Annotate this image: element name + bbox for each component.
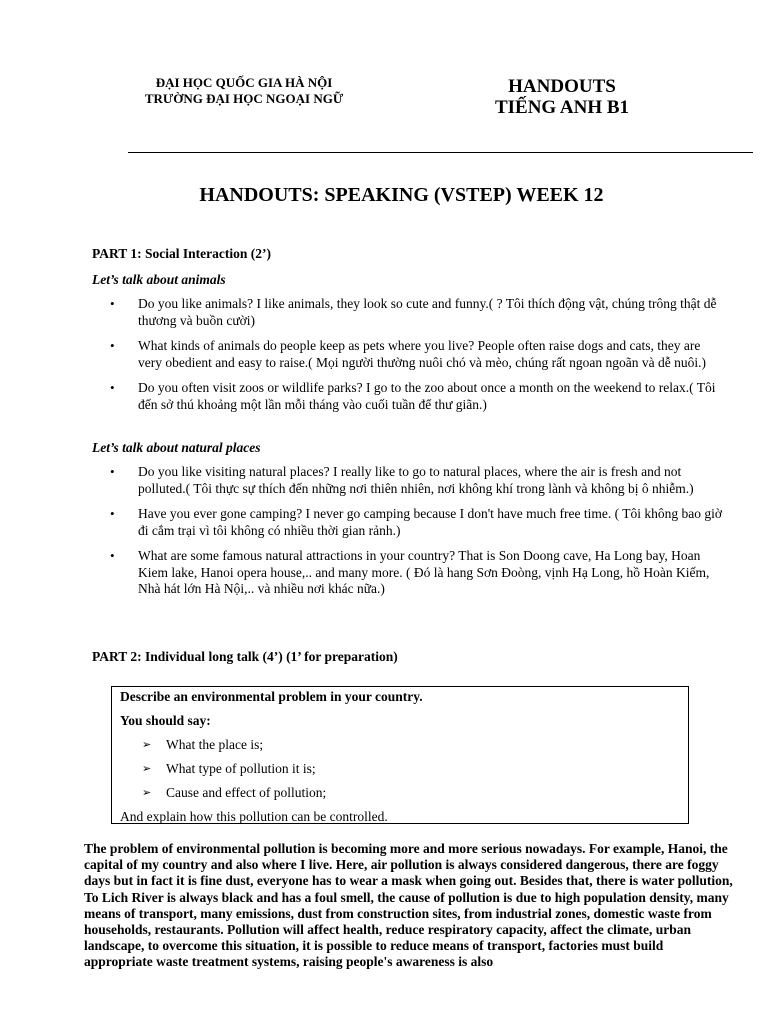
handouts-header (470, 76, 654, 118)
list-item (110, 506, 722, 539)
question-text: Have you ever gone camping? I never go camping because I don't have much free time. ( Tôi không bao giờ đi cắm trại vì tôi không có nhiều thời gian rảnh.) (138, 506, 722, 538)
task-should-say: You should say: (120, 713, 211, 728)
task-point (120, 761, 688, 777)
handouts-label: HANDOUTS (508, 76, 616, 97)
university-name: ĐẠI HỌC QUỐC GIA HÀ NỘI (155, 75, 333, 90)
task-card (111, 686, 689, 824)
bullet-icon: • (110, 380, 115, 395)
question-text: Do you often visit zoos or wildlife parks? I go to the zoo about once a month on the weekend to relax.( Tôi đến sở thú khoảng một lần mỗi tháng vào cuối tuần để thư giãn.) (138, 380, 716, 412)
bullet-icon: • (110, 296, 115, 311)
task-point-text: What type of pollution it is; (166, 761, 316, 776)
task-point (120, 737, 688, 753)
bullet-icon: • (110, 506, 115, 521)
topic-natural-places-heading: Let’s talk about natural places (92, 440, 261, 455)
task-point-text: Cause and effect of pollution; (166, 785, 327, 800)
question-text: What are some famous natural attractions in your country? That is Son Doong cave, Ha Long bay, Hoan Kiem lake, Hanoi opera house,.. and many more. ( Đó là hang Sơn Đoòng, vịnh Hạ Long, hồ Hoàn Kiếm, Nhà hát lớn Hà Nội,.. và nhiều nơi khác nữa.) (138, 548, 710, 596)
task-point (120, 785, 688, 801)
task-prompt: Describe an environmental problem in your country. (120, 689, 423, 704)
task-closing: And explain how this pollution can be controlled. (120, 809, 388, 824)
university-header (118, 75, 370, 107)
list-item (110, 338, 722, 371)
bullet-icon: • (110, 464, 115, 479)
page-title: HANDOUTS: SPEAKING (VSTEP) WEEK 12 (199, 184, 604, 206)
arrow-bullet-icon: ➢ (142, 762, 152, 775)
list-item (110, 548, 722, 598)
question-text: Do you like visiting natural places? I really like to go to natural places, where the air is fresh and not polluted.( Tôi thực sự thích đến những nơi thiên nhiên, nơi không khí trong lành và không bị ô nhiễm.) (138, 464, 694, 496)
list-item (110, 296, 722, 329)
task-point-text: What the place is; (166, 737, 264, 752)
course-label: TIẾNG ANH B1 (494, 97, 630, 118)
question-text: Do you like animals? I like animals, they look so cute and funny.( ? Tôi thích động vật, chúng trông thật dễ thương và buồn cười) (138, 296, 717, 328)
topic-animals-heading: Let’s talk about animals (92, 272, 226, 287)
bullet-icon: • (110, 548, 115, 563)
school-name: TRƯỜNG ĐẠI HỌC NGOẠI NGỮ (144, 91, 344, 106)
question-text: What kinds of animals do people keep as pets where you live? People often raise dogs and cats, they are very obedient and easy to raise.( Mọi người thường nuôi chó và mèo, chúng rất ngoan ngoãn và dễ nuôi.) (138, 338, 707, 370)
arrow-bullet-icon: ➢ (142, 738, 152, 751)
natural-places-question-list (110, 464, 722, 607)
part2-heading: PART 2: Individual long talk (4’) (1’ for preparation) (92, 649, 398, 664)
list-item (110, 464, 722, 497)
arrow-bullet-icon: ➢ (142, 786, 152, 799)
animals-question-list (110, 296, 722, 422)
sample-answer: The problem of environmental pollution is becoming more and more serious nowadays. For example, Hanoi, the capital of my country and also where I live. Here, air pollution is always considered dangerous, there are foggy days but in fact it is fine dust, everyone has to wear a mask when going out. Besides that, there is water pollution, To Lich River is always black and has a foul smell, the cause of pollution is due to high population density, many means of transport, many emissions, dust from construction sites, from industrial zones, domestic waste from households, restaurants. Pollution will affect health, reduce respiratory capacity, affect the climate, urban landscape, to overcome this situation, it is possible to reduce means of transport, factories must build appropriate waste treatment systems, raising people's awareness is also (84, 841, 733, 970)
list-item (110, 380, 722, 413)
bullet-icon: • (110, 338, 115, 353)
part1-heading: PART 1: Social Interaction (2’) (92, 246, 272, 261)
header-divider (128, 152, 753, 153)
